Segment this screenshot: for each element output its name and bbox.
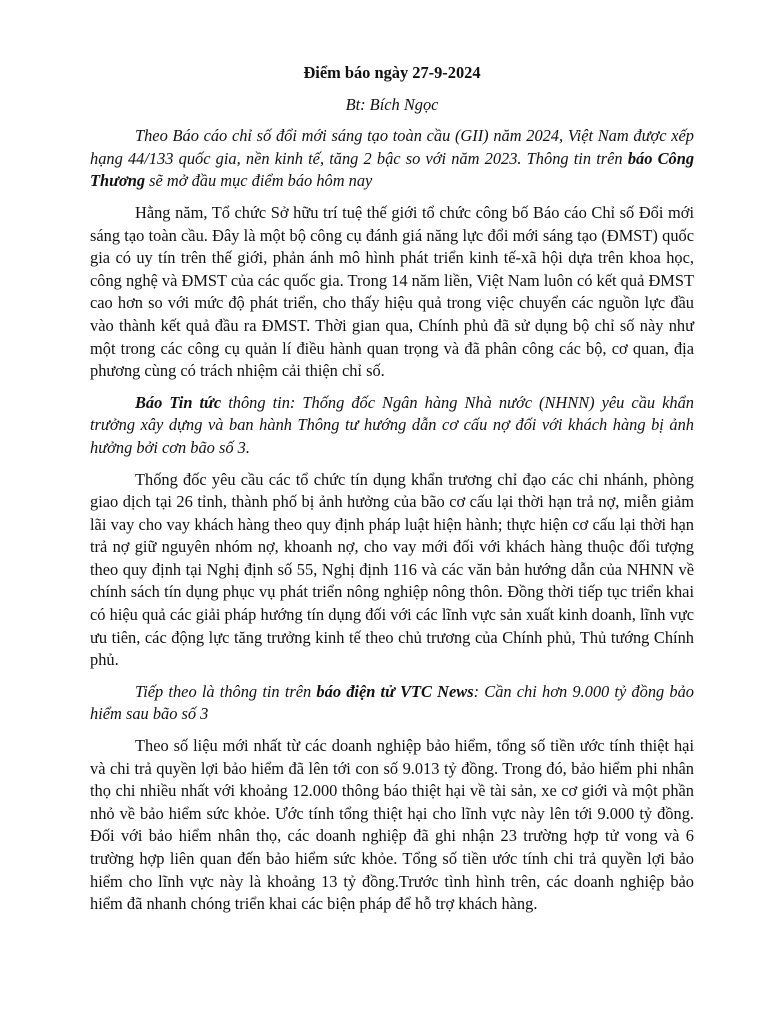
news-body-paragraph: Theo số liệu mới nhất từ các doanh nghiệp bảo hiểm, tổng số tiền ước tính thiệt hại và chi trả quyền lợi bảo hiểm đã lên tới con số 9.013 tỷ đồng. Trong đó, bảo hiểm phi nhân thọ chi nhiều nhất với khoảng 12.000 thông báo thiệt hại về tài sản, xe cơ giới và một phần nhỏ về bảo hiểm sức khỏe. Ước tính tổng thiệt hại cho lĩnh vực này lên tới 9.000 tỷ đồng. Đối với bảo hiểm nhân thọ, các doanh nghiệp đã ghi nhận 23 trường hợp tử vong và 6 trường hợp liên quan đến bảo hiểm sức khỏe. Tổng số tiền ước tính chi trả quyền lợi bảo hiểm cho lĩnh vực này là khoảng 13 tỷ đồng.Trước tình hình trên, các doanh nghiệp bảo hiểm đã nhanh chóng triển khai các biện pháp để hỗ trợ khách hàng. [90,736,694,914]
intro-lead-text: Tiếp theo là thông tin trên [135,681,317,701]
news-source-name: báo điện tử VTC News [316,681,474,701]
news-body-paragraph: Thống đốc yêu cầu các tổ chức tín dụng khẩn trương chỉ đạo các chi nhánh, phòng giao dịch tại 26 tỉnh, thành phố bị ảnh hưởng của bão cơ cấu lại thời hạn trả nợ, miễn giảm lãi vay cho vay khách hàng theo quy định pháp luật hiện hành; thực hiện cơ cấu lại thời hạn trả nợ giữ nguyên nhóm nợ, khoanh nợ, cho vay mới đối với khách hàng thuộc đối tượng theo quy định tại Nghị định số 55, Nghị định 116 và các văn bản hướng dẫn của NHNN về chính sách tín dụng phục vụ phát triển nông nghiệp nông thôn. Đồng thời tiếp tục triển khai có hiệu quả các giải pháp hướng tín dụng đối với các lĩnh vực sản xuất kinh doanh, lĩnh vực ưu tiên, các động lực tăng trưởng kinh tế theo chủ trương của Chính phủ, Thủ tướng Chính phủ. [90,469,694,670]
news-intro-paragraph [90,392,694,460]
document-title: Điểm báo ngày 27-9-2024 [303,63,481,82]
news-intro-paragraph [90,681,694,726]
intro-tail-text: : Cần chi hơn 9.000 tỷ đồng bảo hiểm sau bão số 3 [90,681,694,724]
news-source-name: Báo Tin tức [135,392,222,412]
news-body-paragraph: Hằng năm, Tổ chức Sở hữu trí tuệ thế giới tổ chức công bố Báo cáo Chỉ số Đổi mới sáng tạo toàn cầu. Đây là một bộ công cụ đánh giá năng lực đổi mới sáng tạo (ĐMST) quốc gia có uy tín trên thế giới, phản ánh mô hình phát triển kinh tế-xã hội dựa trên khoa học, công nghệ và ĐMST của các quốc gia. Trong 14 năm liền, Việt Nam luôn có kết quả ĐMST cao hơn so với mức độ phát triển, cho thấy hiệu quả trong việc chuyển các nguồn lực đầu vào thành kết quả đầu ra ĐMST. Thời gian qua, Chính phủ đã sử dụng bộ chỉ số này như một trong các công cụ quản lí điều hành quan trọng và đã phân công các bộ, cơ quan, địa phương cùng có trách nhiệm cải thiện chỉ số. [90,202,694,381]
document-body [90,62,694,925]
news-source-name: báo Công Thương [90,148,695,191]
intro-lead-text: Theo Báo cáo chỉ số đổi mới sáng tạo toàn cầu (GII) năm 2024, Việt Nam được xếp hạng 44/133 quốc gia, nền kinh tế, tăng 2 bậc so với năm 2023. Thông tin trên [90,126,694,168]
news-intro-paragraph [90,125,694,193]
document-byline: Bt: Bích Ngọc [345,94,439,114]
intro-tail-text: sẽ mở đầu mục điểm báo hôm nay [145,171,373,191]
intro-tail-text: thông tin: Thống đốc Ngân hàng Nhà nước (NHNN) yêu cầu khẩn trưởng xây dựng và ban hành Thông tư hướng dẫn cơ cấu nợ đối với khách hàng bị ảnh hưởng bởi cơn bão số 3. [90,392,694,457]
